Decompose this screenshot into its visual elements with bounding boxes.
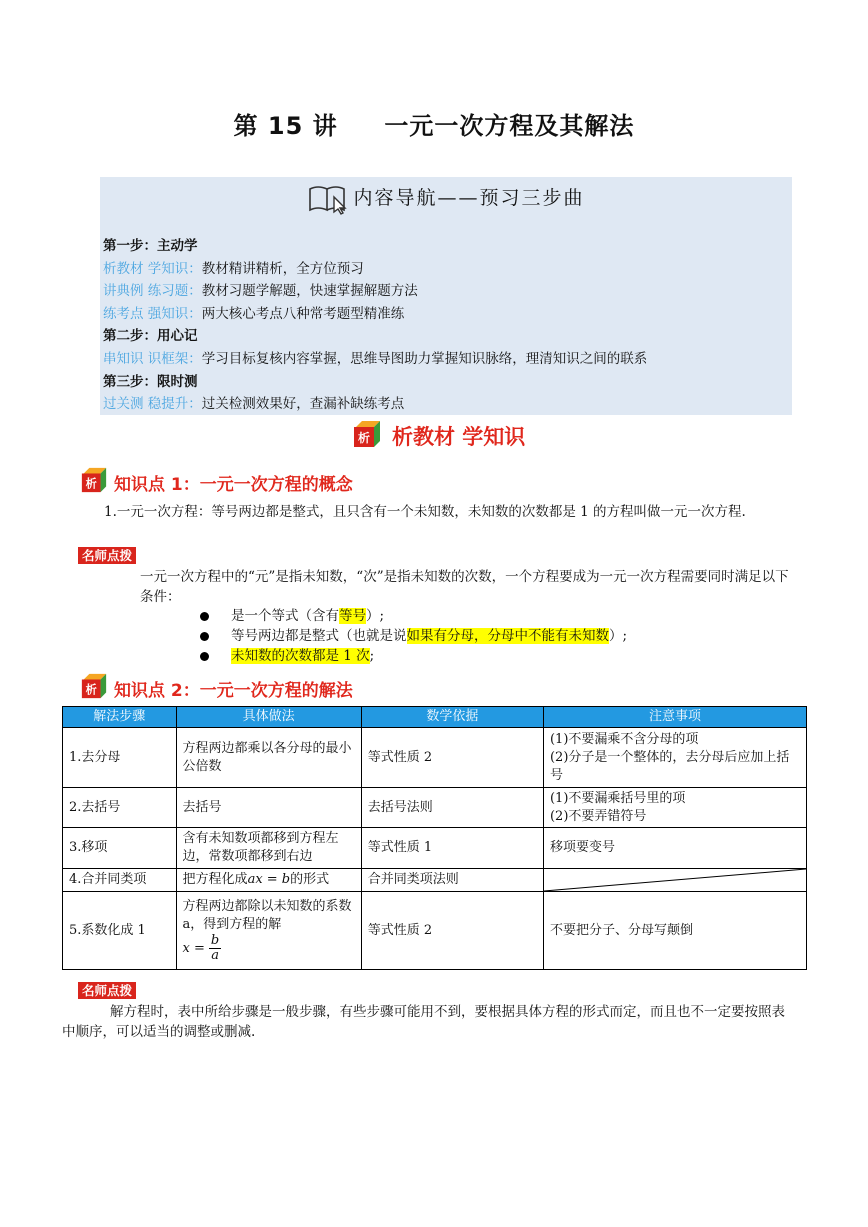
table-header: 解法步骤 xyxy=(63,707,177,728)
nav-lines xyxy=(103,235,647,416)
highlight-text: 等号 xyxy=(339,608,366,624)
bullet-dot xyxy=(200,612,209,621)
table-header: 注意事项 xyxy=(543,707,806,728)
nav-line-4 xyxy=(103,348,647,371)
nav-line-text: 学习目标复核内容掌握，思维导图助力掌握知识脉络，理清知识之间的联系 xyxy=(201,350,648,367)
kp1-note: 一元一次方程中的“元”是指未知数，“次”是指未知数的次数，一个方程要成为一元一次方程需要同时满足以下条件： xyxy=(140,569,789,605)
table-row xyxy=(63,728,807,788)
nav-step1: 第一步：主动学 xyxy=(103,238,198,254)
kp1-title: 知识点 1：一元一次方程的概念 xyxy=(114,474,353,495)
formula: ax = b xyxy=(247,872,291,887)
nav-line-text: 教材习题学解题，快速掌握解题方法 xyxy=(201,283,418,300)
cube-icon-char: 析 xyxy=(85,477,97,491)
table-row xyxy=(63,828,807,869)
kp2-title: 知识点 2：一元一次方程的解法 xyxy=(114,680,353,701)
nav-line-label: 串知识 识框架： xyxy=(103,350,202,367)
table-header: 数学依据 xyxy=(361,707,543,728)
nav-line-text: 教材精讲精析，全方位预习 xyxy=(201,260,364,277)
method-cell: 方程两边都乘以各分母的最小公倍数 xyxy=(176,728,361,788)
nav-heading-text: 内容导航——预习三步曲 xyxy=(353,187,585,209)
cube-icon xyxy=(80,466,108,498)
bullet-text: ; xyxy=(369,648,375,664)
bullet-text: 是一个等式（含有 xyxy=(231,608,339,624)
method-cell xyxy=(176,869,361,892)
bullet-text: ）; xyxy=(366,608,385,624)
highlight-text: 未知数的次数都是 1 次 xyxy=(231,648,370,664)
nav-line-1 xyxy=(103,258,647,281)
kp1-definition: 1.一元一次方程：等号两边都是整式，且只含有一个未知数，未知数的次数都是 1 的方程叫做一元一次方程. xyxy=(104,504,746,520)
methods-table xyxy=(62,706,807,970)
notes-cell: (1)不要漏乘括号里的项 (2)不要弄错符号 xyxy=(543,788,806,828)
kp2-badge xyxy=(78,980,136,999)
tip-badge: 名师点拨 xyxy=(78,982,136,999)
solution-formula xyxy=(183,934,355,963)
notes-cell: 不要把分子、分母写颠倒 xyxy=(543,892,806,970)
table-header: 具体做法 xyxy=(176,707,361,728)
kp1-bullet-2 xyxy=(200,626,627,646)
kp2-note: 解方程时，表中所给步骤是一般步骤，有些步骤可能用不到，要根据具体方程的形式而定，而且也不一定要按照表中顺序，可以适当的调整或删减. xyxy=(62,1004,785,1040)
kp1-bullet-3 xyxy=(200,646,374,666)
highlight-text: 如果有分母，分母中不能有未知数 xyxy=(406,628,609,644)
basis-cell: 合并同类项法则 xyxy=(361,869,543,892)
basis-cell: 等式性质 2 xyxy=(361,728,543,788)
nav-line-label: 讲典例 练习题： xyxy=(103,283,202,300)
fraction xyxy=(209,934,221,963)
method-cell: 含有未知数项都移到方程左边，常数项都移到右边 xyxy=(176,828,361,869)
kp1-header xyxy=(80,466,353,498)
nav-line-3 xyxy=(103,303,647,326)
nav-line-label: 练考点 强知识： xyxy=(103,305,202,322)
nav-heading xyxy=(100,183,792,215)
bullet-text: ）; xyxy=(609,628,628,644)
book-pointer-icon xyxy=(307,183,349,215)
nav-line-2 xyxy=(103,280,647,303)
section-title: 析教材 学知识 xyxy=(392,425,526,449)
nav-line-5 xyxy=(103,393,647,416)
notes-cell: (1)不要漏乘不含分母的项 (2)分子是一个整体的，去分母后应加上括号 xyxy=(543,728,806,788)
cube-icon-char: 析 xyxy=(85,683,97,697)
step-cell: 2.去括号 xyxy=(63,788,177,828)
basis-cell: 去括号法则 xyxy=(361,788,543,828)
step-cell: 3.移项 xyxy=(63,828,177,869)
tip-badge: 名师点拨 xyxy=(78,547,136,564)
nav-step3: 第三步：限时测 xyxy=(103,373,198,390)
fraction-denominator: a xyxy=(211,948,219,963)
formula-lhs: x = xyxy=(182,940,205,956)
table-header-row xyxy=(63,707,807,728)
section-header xyxy=(352,419,525,453)
notes-cell: 移项要变号 xyxy=(543,828,806,869)
basis-cell: 等式性质 1 xyxy=(361,828,543,869)
bullet-dot xyxy=(200,652,209,661)
step-cell: 4.合并同类项 xyxy=(63,869,177,892)
notes-cell-empty xyxy=(543,869,806,892)
method-text: 的形式 xyxy=(290,872,330,887)
content-nav-box xyxy=(100,177,792,415)
bullet-text: 等号两边都是整式（也就是说 xyxy=(231,628,407,644)
page-title: 第 15 讲 一元一次方程及其解法 xyxy=(233,112,635,140)
step-cell: 5.系数化成 1 xyxy=(63,892,177,970)
fraction-numerator: b xyxy=(210,933,220,948)
nav-line-label: 过关测 稳提升： xyxy=(103,396,202,413)
diagonal-slash xyxy=(544,869,806,891)
method-text: 把方程化成 xyxy=(182,872,248,887)
kp1-badge xyxy=(78,545,136,564)
basis-cell: 等式性质 2 xyxy=(361,892,543,970)
cube-icon xyxy=(80,672,108,704)
table-row xyxy=(63,869,807,892)
nav-step2: 第二步：用心记 xyxy=(103,328,198,345)
nav-line-text: 两大核心考点八种常考题型精准练 xyxy=(201,305,405,322)
step-cell: 1.去分母 xyxy=(63,728,177,788)
nav-line-label: 析教材 学知识： xyxy=(103,260,202,277)
nav-line-text: 过关检测效果好，查漏补缺练考点 xyxy=(201,396,405,413)
kp1-bullet-1 xyxy=(200,606,384,626)
method-cell xyxy=(176,892,361,970)
method-cell: 去括号 xyxy=(176,788,361,828)
method-text: 方程两边都除以未知数的系数 a，得到方程的解 xyxy=(182,899,352,932)
table-row xyxy=(63,788,807,828)
table-row xyxy=(63,892,807,970)
cube-icon-char: 析 xyxy=(357,431,371,445)
bullet-dot xyxy=(200,632,209,641)
kp2-header xyxy=(80,672,353,704)
cube-icon xyxy=(352,419,382,453)
